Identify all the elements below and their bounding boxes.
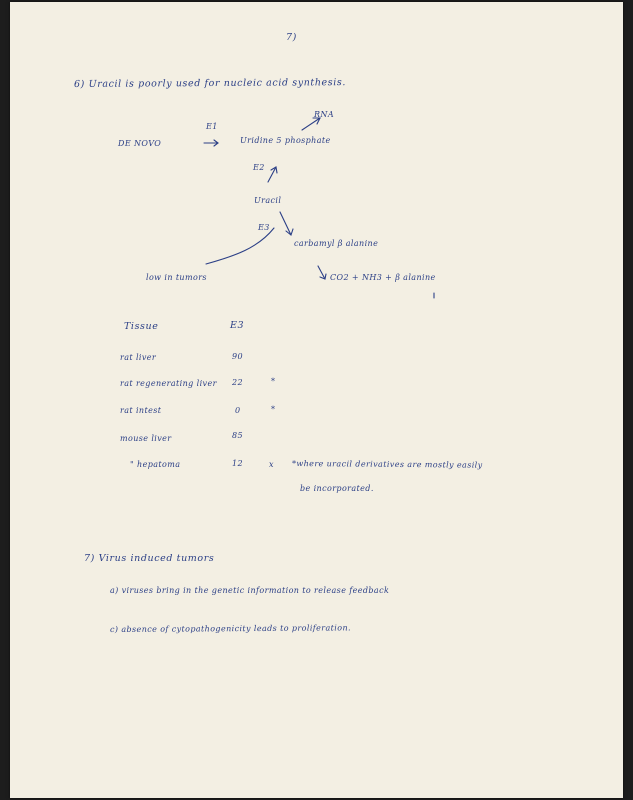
table-row-1-tissue: rat liver xyxy=(120,353,157,362)
e3-arrow xyxy=(280,212,291,235)
footnote-line-2: be incorporated. xyxy=(300,484,374,493)
table-header-tissue: Tissue xyxy=(124,321,159,332)
uracil-label: Uracil xyxy=(254,196,282,205)
table-row-2-tissue: rat regenerating liver xyxy=(120,379,217,388)
table-row-3-mark: * xyxy=(271,405,276,414)
section-7-heading: 7) Virus induced tumors xyxy=(84,553,215,564)
document-page xyxy=(10,2,623,798)
uridine-label: Uridine 5 phosphate xyxy=(240,136,331,145)
low-tumors-curve xyxy=(206,228,274,264)
footnote-line-1: *where uracil derivatives are mostly easily xyxy=(291,459,483,470)
table-row-4-tissue: mouse liver xyxy=(120,434,172,443)
section-7-item-c: c) absence of cytopathogenicity leads to proliferation. xyxy=(109,623,351,634)
e2-label: E2 xyxy=(253,163,265,172)
e3-label: E3 xyxy=(258,223,270,232)
page-number: 7) xyxy=(286,32,297,43)
table-row-2-mark: * xyxy=(271,377,276,386)
table-header-e3: E3 xyxy=(230,320,245,331)
table-row-3-value: 0 xyxy=(235,406,241,415)
table-row-5-mark: x xyxy=(269,460,274,469)
e1-label: E1 xyxy=(206,122,218,131)
table-row-5-value: 12 xyxy=(232,459,243,468)
table-row-1-value: 90 xyxy=(232,352,243,361)
section-7-item-a: a) viruses bring in the genetic information to release feedback xyxy=(110,586,390,595)
table-row-3-tissue: rat intest xyxy=(120,406,162,415)
table-row-2-value: 22 xyxy=(232,378,243,387)
rna-label: RNA xyxy=(314,110,335,119)
pathway-arrows xyxy=(10,2,623,798)
section-6-heading: 6) Uracil is poorly used for nucleic acid synthesis. xyxy=(73,77,347,90)
de-novo-label: DE NOVO xyxy=(118,139,162,148)
table-row-5-tissue: " hepatoma xyxy=(130,460,181,469)
low-in-tumors-label: low in tumors xyxy=(146,273,207,282)
table-row-4-value: 85 xyxy=(232,431,243,440)
carbamyl-label: carbamyl β alanine xyxy=(294,239,379,248)
products-label: CO2 + NH3 + β alanine xyxy=(330,273,436,282)
